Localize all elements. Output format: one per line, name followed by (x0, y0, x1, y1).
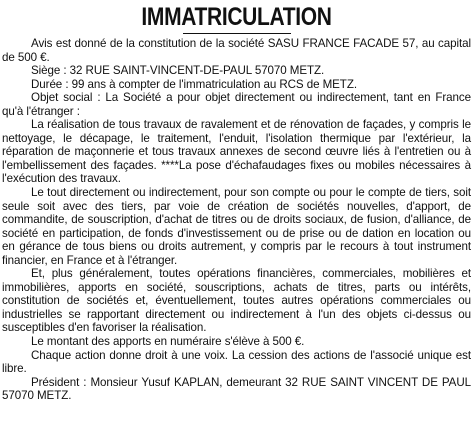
notice-paragraph-president: Président : Monsieur Yusuf KAPLAN, demeurant 32 RUE SAINT VINCENT DE PAUL 57070 METZ. (2, 375, 471, 403)
notice-paragraph-constitution: Avis est donné de la constitution de la société SASU FRANCE FACADE 57, au capital de 500 €. (2, 37, 471, 64)
notice-paragraph-siege: Siège : 32 RUE SAINT-VINCENT-DE-PAUL 57070 METZ. (31, 64, 325, 78)
notice-paragraph-objet-social: Objet social : La Société a pour objet directement ou indirectement, tant en France qu'à l'étranger : (2, 91, 471, 118)
notice-paragraph-realisation: La réalisation de tous travaux de ravalement et de rénovation de façades, y compris le nettoyage, le décapage, le traitement, l'enduit, l'isolation thermique par l'extérieur, la réparation de maçonnerie et tous travaux annexes de second œuvre liés à l'entretien ou à l'embellissement des façades. ****La pose d'échafaudages fixes ou mobiles nécessaires à l'exécution des travaux. (2, 118, 471, 186)
notice-paragraph-plus-generalement: Et, plus généralement, toutes opérations financières, commerciales, mobilières et immobilières, apports en société, souscriptions, achats de titres, parts ou intérêts, constitution de sociétés et, éventuellement, toutes autres opérations commerciales ou industrielles se rapportant directement ou indirectement à l'un des objets ci-dessus ou susceptibles d'en favoriser la réalisation. (2, 267, 471, 335)
notice-paragraph-apports: Le montant des apports en numéraire s'élève à 500 €. (31, 335, 305, 349)
notice-title: IMMATRICULATION (141, 3, 332, 31)
title-divider (183, 33, 291, 34)
notice-paragraph-actions: Chaque action donne droit à une voix. La cession des actions de l'associé unique est libre. (2, 348, 471, 376)
notice-paragraph-tout-directement: Le tout directement ou indirectement, pour son compte ou pour le compte de tiers, soit seule soit avec des tiers, par voie de création de sociétés nouvelles, d'apport, de commandite, de souscription, d'achat de titres ou de droits sociaux, de fusion, d'alliance, de société en participation, de fonds d'investissement ou de prise ou de dation en location ou en gérance de tous biens ou droits autrement, y compris par le recours à tout instrument financier, en France et à l'étranger. (2, 186, 471, 267)
notice-paragraph-duree: Durée : 99 ans à compter de l'immatriculation au RCS de METZ. (31, 77, 357, 91)
